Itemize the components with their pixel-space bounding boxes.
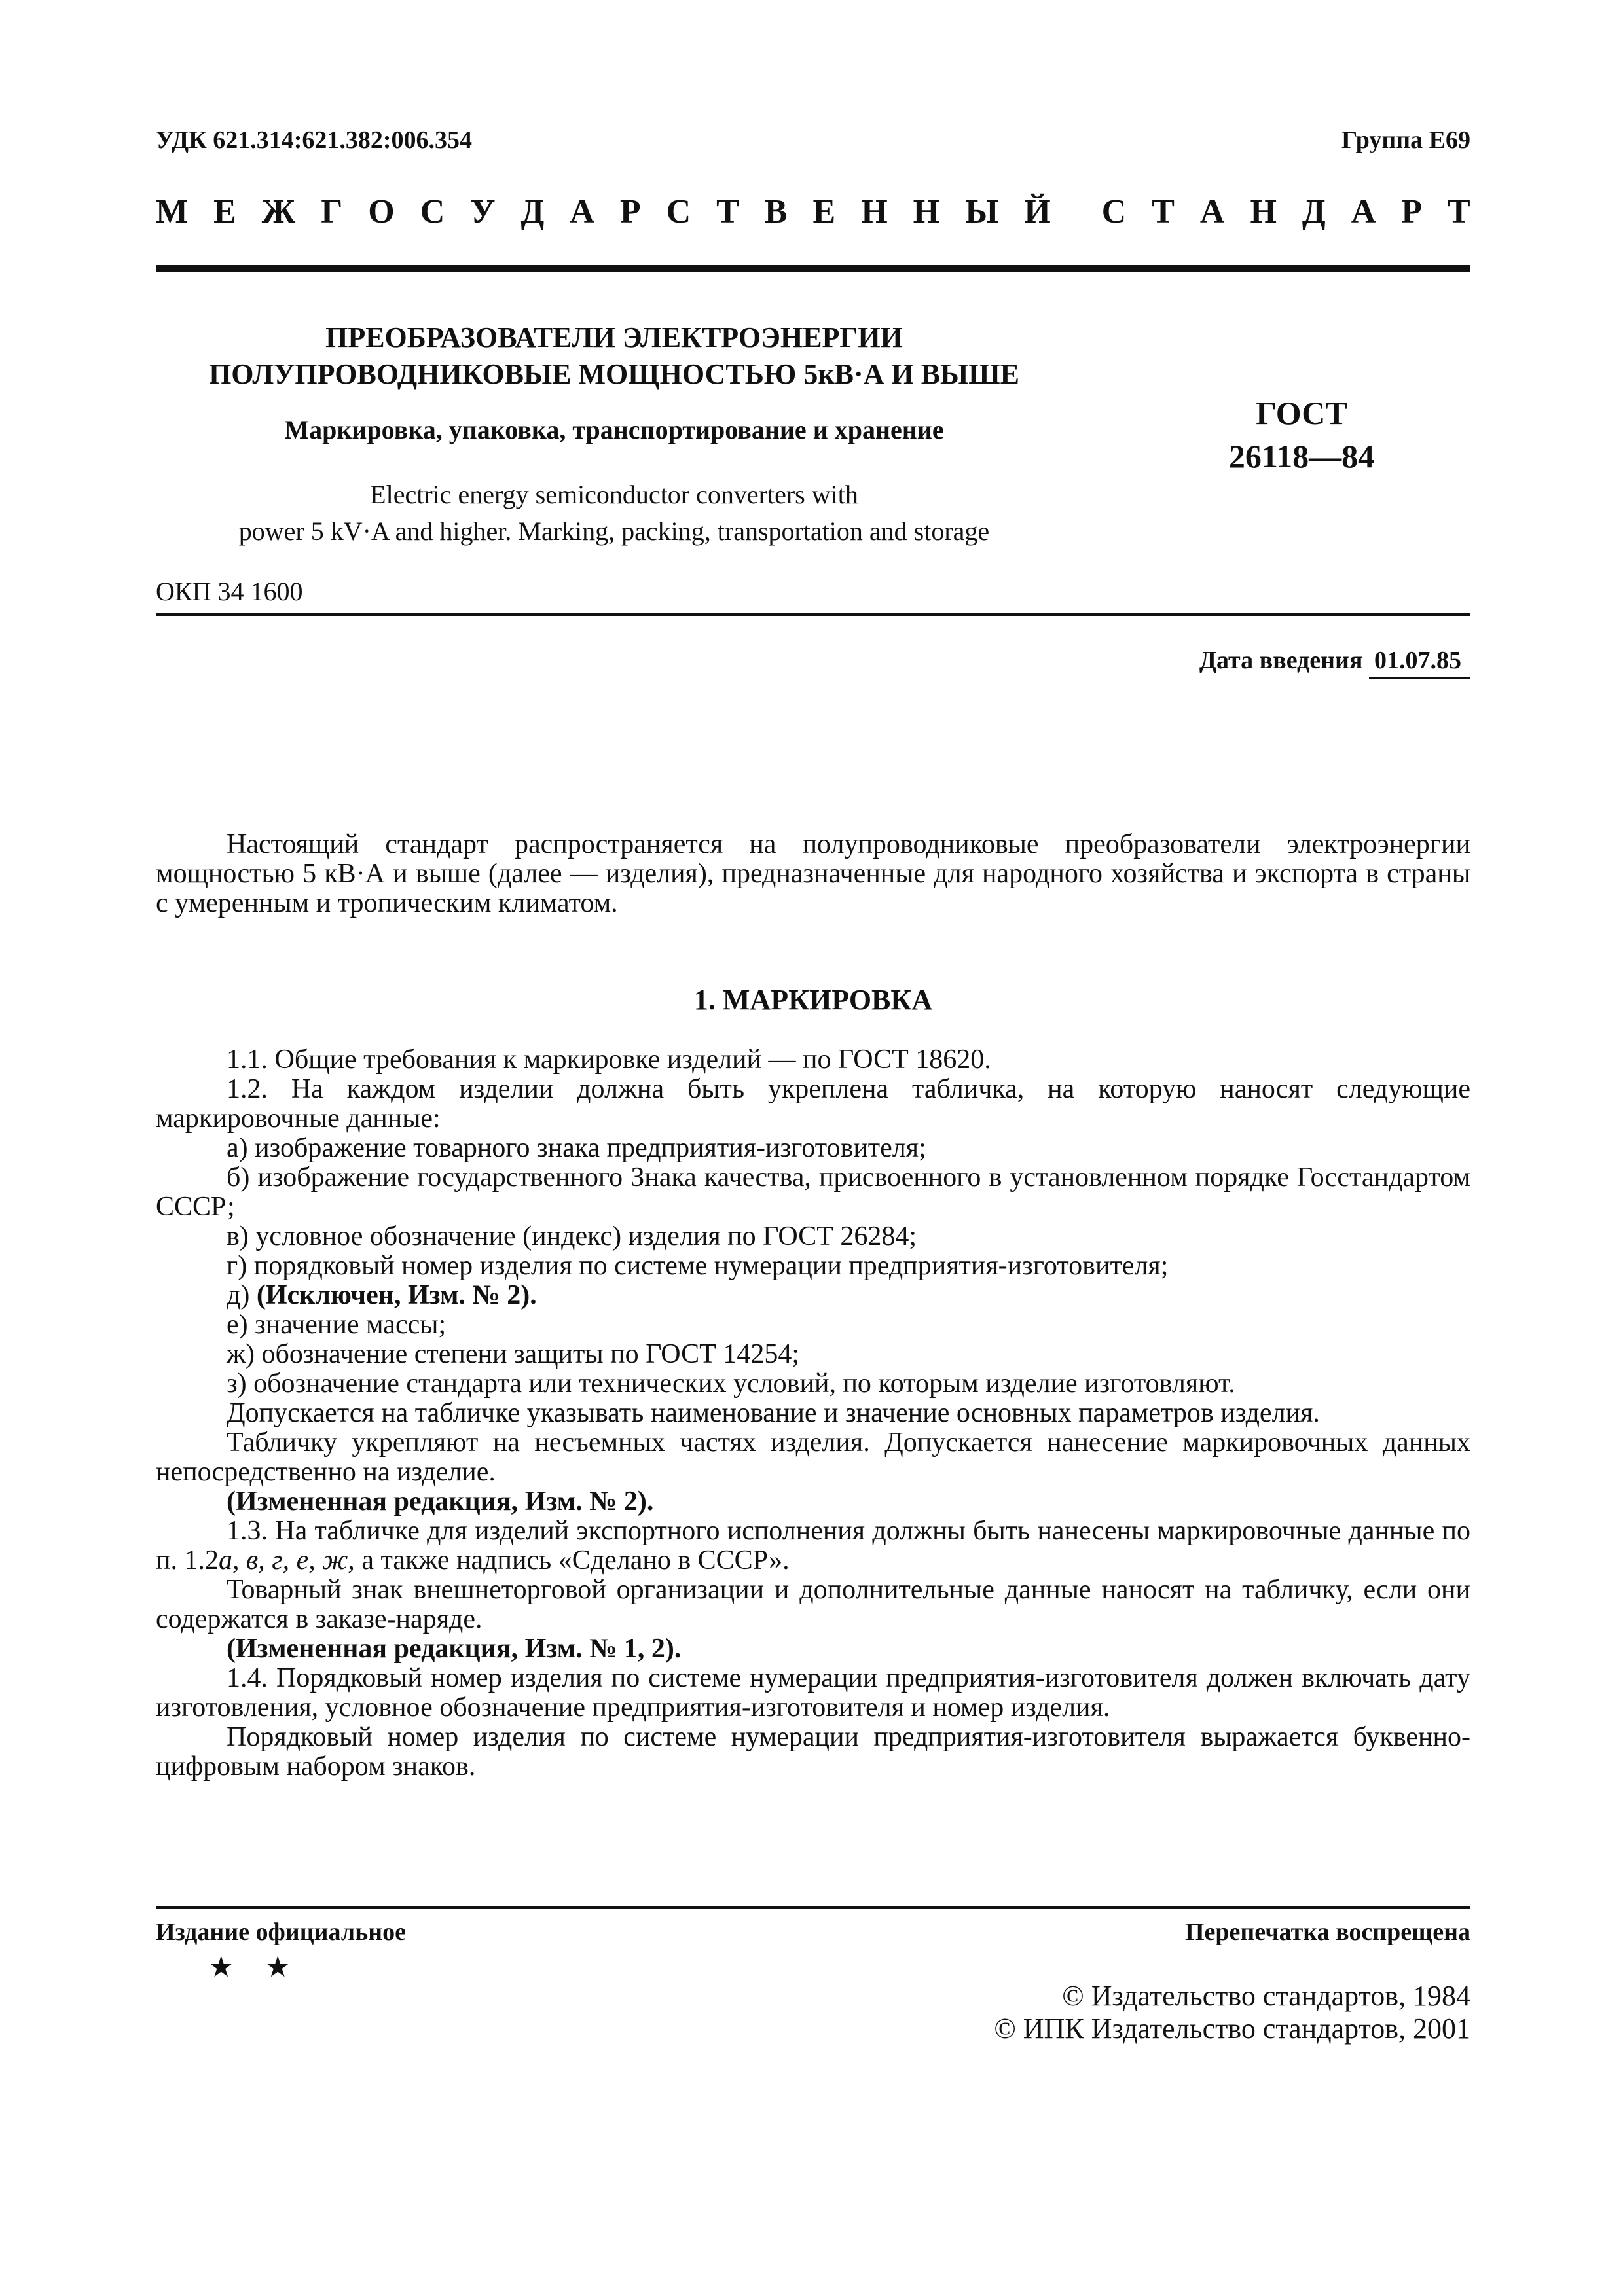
item-d-prefix: д) <box>227 1280 257 1310</box>
banner-rule <box>156 265 1470 272</box>
clause-1-1: 1.1. Общие требования к маркировке изделий — по ГОСТ 18620. <box>227 1045 991 1075</box>
standard-banner <box>156 195 1470 229</box>
document-subtitle: Маркировка, упаковка, транспортирование и хранение <box>284 415 944 444</box>
serial-paragraph: Порядковый номер изделия по системе нумерации предприятия-изготовителя выражается буквенно-цифровым набором знаков. <box>156 1722 1470 1782</box>
banner-letter: Н <box>1250 193 1277 230</box>
udk-code: УДК 621.314:621.382:006.354 <box>156 126 473 154</box>
banner-letter: В <box>764 193 788 230</box>
banner-letter: А <box>570 193 594 230</box>
banner-letter: Ы <box>965 193 999 230</box>
allow-paragraph: Допускается на табличке указывать наименование и значение основных параметров изделия. <box>227 1398 1320 1428</box>
title-line-1: ПРЕОБРАЗОВАТЕЛИ ЭЛЕКТРОЭНЕРГИИ <box>325 321 903 353</box>
clause-1-4: 1.4. Порядковый номер изделия по системе нумерации предприятия-изготовителя должен включать дату изготовления, условное обозначение предприятия-изготовителя и номер изделия. <box>156 1663 1470 1723</box>
section-body <box>156 1045 1470 1782</box>
item-g: г) порядковый номер изделия по системе нумерации предприятия-изготовителя; <box>227 1251 1169 1281</box>
reprint-notice: Перепечатка воспрещена <box>1184 1918 1470 1946</box>
banner-letter: С <box>420 193 445 230</box>
clause-1-3-items: а, в, г, е, ж, <box>218 1545 355 1575</box>
date-label: Дата введения <box>1199 647 1363 674</box>
section-title: 1. МАРКИРОВКА <box>693 984 933 1016</box>
official-edition: Издание официальное <box>156 1918 407 1946</box>
banner-letter: Р <box>1401 193 1423 230</box>
banner-letter: Д <box>520 193 545 230</box>
clause-1-3-tail: а также надпись «Сделано в СССР». <box>354 1545 790 1575</box>
copyright-line-1: © Издательство стандартов, 1984 <box>1062 1980 1470 2012</box>
amendment-note-2: (Измененная редакция, Изм. № 1, 2). <box>227 1634 682 1664</box>
title-line-2: ПОЛУПРОВОДНИКОВЫЕ МОЩНОСТЬЮ 5кВ·А И ВЫШЕ <box>209 358 1019 390</box>
effective-date <box>1199 646 1470 675</box>
banner-letter: Г <box>321 193 343 230</box>
english-title-line-1: Electric energy semiconductor converters with <box>370 480 858 509</box>
item-e: е) значение массы; <box>227 1310 447 1340</box>
banner-letter: Р <box>619 193 641 230</box>
item-b: б) изображение государственного Знака качества, присвоенного в установленном порядке Госстандартом СССР; <box>156 1162 1470 1222</box>
intro-paragraph: Настоящий стандарт распространяется на полупроводниковые преобразователи электроэнергии мощностью 5 кВ·А и выше (далее — изделия), предназначенные для народного хозяйства и экспорта в страны с умеренным и тропическим климатом. <box>156 829 1470 918</box>
banner-letter: М <box>156 193 189 230</box>
banner-letter: Й <box>1024 193 1051 230</box>
english-title-line-2: power 5 kV·A and higher. Marking, packing, transportation and storage <box>238 516 990 546</box>
copyright-line-2: © ИПК Издательство стандартов, 2001 <box>994 2013 1470 2045</box>
okp-code: ОКП 34 1600 <box>156 577 303 606</box>
banner-letter: Т <box>716 193 739 230</box>
intro-text <box>156 830 1470 918</box>
footer-rule <box>156 1906 1470 1909</box>
banner-letter: О <box>368 193 395 230</box>
attach-paragraph: Табличку укрепляют на несъемных частях изделия. Допускается нанесение маркировочных данных непосредственно на изделие. <box>156 1427 1470 1487</box>
okp-rule <box>156 613 1470 616</box>
date-value: 01.07.85 <box>1369 647 1470 679</box>
stars-mark: ★ ★ <box>208 1951 302 1983</box>
group-code: Группа Е69 <box>1341 126 1470 154</box>
document-title <box>156 319 1072 393</box>
trademark-paragraph: Товарный знак внешнеторговой организации и дополнительные данные наносят на табличку, если они содержатся в заказе-наряде. <box>156 1575 1470 1634</box>
copyright-block <box>994 1980 1470 2045</box>
gost-code: 26118—84 <box>1228 438 1375 475</box>
clause-1-2: 1.2. На каждом изделии должна быть укреплена табличка, на которую наносят следующие маркировочные данные: <box>156 1074 1470 1134</box>
banner-letter: У <box>470 193 496 230</box>
clause-1-3 <box>156 1516 1470 1575</box>
banner-letter: С <box>666 193 691 230</box>
item-d-note: (Исключен, Изм. № 2). <box>256 1280 537 1310</box>
banner-letter: Д <box>1302 193 1326 230</box>
banner-letter: С <box>1101 193 1127 230</box>
amendment-note-1: (Измененная редакция, Изм. № 2). <box>227 1486 654 1516</box>
item-zh: ж) обозначение степени защиты по ГОСТ 14254; <box>227 1339 799 1369</box>
banner-letter: Ж <box>261 193 296 230</box>
gost-label: ГОСТ <box>1256 395 1347 431</box>
banner-letter: А <box>1351 193 1376 230</box>
banner-letter: Е <box>812 193 836 230</box>
gost-number <box>1203 391 1400 478</box>
item-v: в) условное обозначение (индекс) изделия по ГОСТ 26284; <box>227 1221 917 1251</box>
banner-letter: Е <box>213 193 236 230</box>
english-title <box>156 476 1072 550</box>
banner-letter: Н <box>913 193 940 230</box>
item-z: з) обозначение стандарта или технических условий, по которым изделие изготовляют. <box>227 1369 1235 1399</box>
item-a: а) изображение товарного знака предприятия-изготовителя; <box>227 1133 926 1163</box>
banner-letter: Н <box>861 193 888 230</box>
banner-letter: Т <box>1152 193 1175 230</box>
banner-letter: А <box>1199 193 1225 230</box>
item-d <box>156 1281 1470 1310</box>
clause-1-3-text: 1.3. На табличке для изделий экспортного исполнения должны быть нанесены маркировочные данные по п. 1.2 <box>156 1516 1470 1575</box>
banner-letter: Т <box>1448 193 1470 230</box>
